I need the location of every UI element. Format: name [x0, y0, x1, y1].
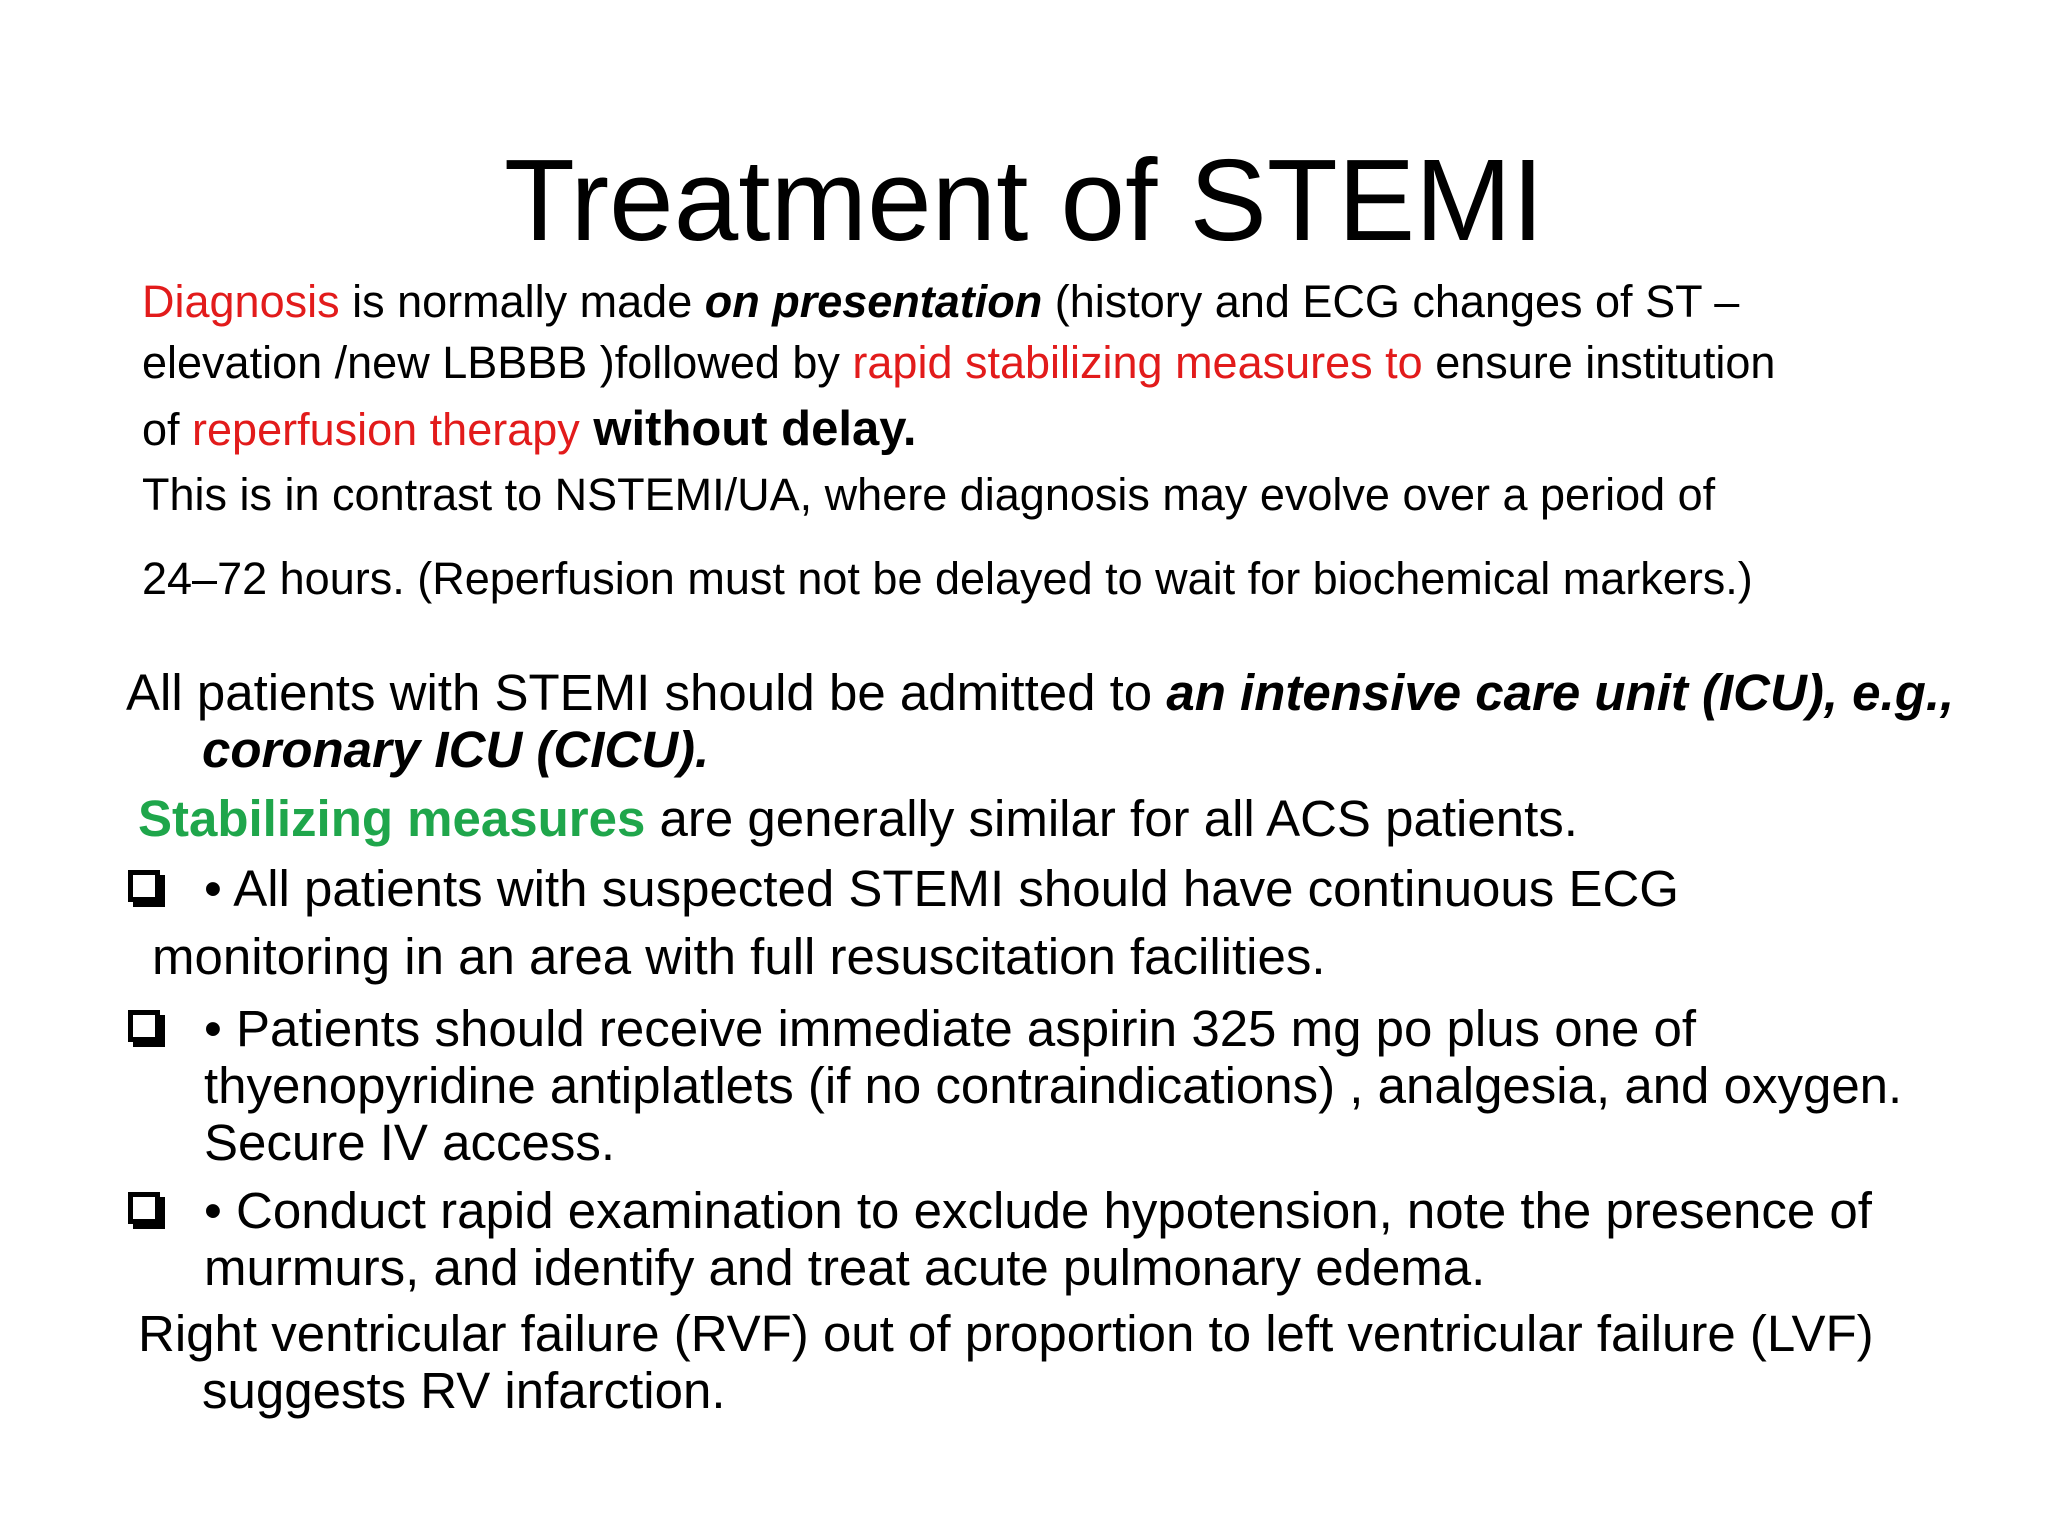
intro-text: is normally made	[339, 276, 705, 327]
list-item	[128, 1182, 1928, 1302]
bullet-line: monitoring in an area with full resuscitation facilities.	[152, 928, 1326, 985]
bullet-text: • Conduct rapid examination to exclude hypotension, note the presence of murmurs, and identify and treat acute pulmonary edema.	[204, 1182, 1872, 1296]
intro-line-5: 24–72 hours. (Reperfusion must not be delayed to wait for biochemical markers.)	[142, 553, 1753, 604]
intro-text: of	[142, 404, 193, 455]
checkbox-bullet-icon	[128, 1010, 160, 1042]
on-presentation-emphasis: on presentation	[704, 276, 1043, 327]
admission-text: All patients with STEMI should be admitted to	[126, 664, 1167, 721]
stabilizing-text: are generally similar for all ACS patients.	[645, 790, 1578, 847]
list-item	[128, 860, 1928, 985]
intro-text: ensure institution	[1422, 337, 1776, 388]
admission-paragraph	[126, 664, 2002, 778]
icu-emphasis: an intensive care unit (ICU), e.g., coronary ICU (CICU).	[202, 664, 1955, 778]
without-delay-emphasis: without delay.	[579, 402, 917, 456]
slide-title: Treatment of STEMI	[504, 135, 1544, 265]
intro-line-2	[142, 336, 1962, 390]
bullet-line: • All patients with suspected STEMI should have continuous ECG	[204, 860, 1679, 917]
closing-paragraph: Right ventricular failure (RVF) out of proportion to left ventricular failure (LVF) suggests RV infarction.	[138, 1305, 1874, 1419]
intro-line-4: This is in contrast to NSTEMI/UA, where diagnosis may evolve over a period of	[142, 469, 1716, 520]
intro-line-1	[142, 275, 1962, 329]
checkbox-bullet-icon	[128, 870, 160, 902]
intro-line-3	[142, 402, 1962, 457]
stabilizing-paragraph	[138, 790, 1998, 847]
stabilizing-measures-term: Stabilizing measures	[138, 790, 646, 847]
checkbox-bullet-icon	[128, 1192, 160, 1224]
bullet-text: • Patients should receive immediate aspirin 325 mg po plus one of thyenopyridine antiplatlets (if no contraindications) , analgesia, and oxygen. Secure IV access.	[204, 1000, 1903, 1171]
rapid-stabilizing-term: rapid stabilizing measures to	[852, 337, 1423, 388]
diagnosis-term: Diagnosis	[142, 276, 340, 327]
list-item	[128, 1000, 1928, 1180]
reperfusion-term: reperfusion therapy	[192, 404, 580, 455]
intro-text: (history and ECG changes of ST –	[1042, 276, 1740, 327]
intro-text: elevation /new LBBBB )followed by	[142, 337, 853, 388]
